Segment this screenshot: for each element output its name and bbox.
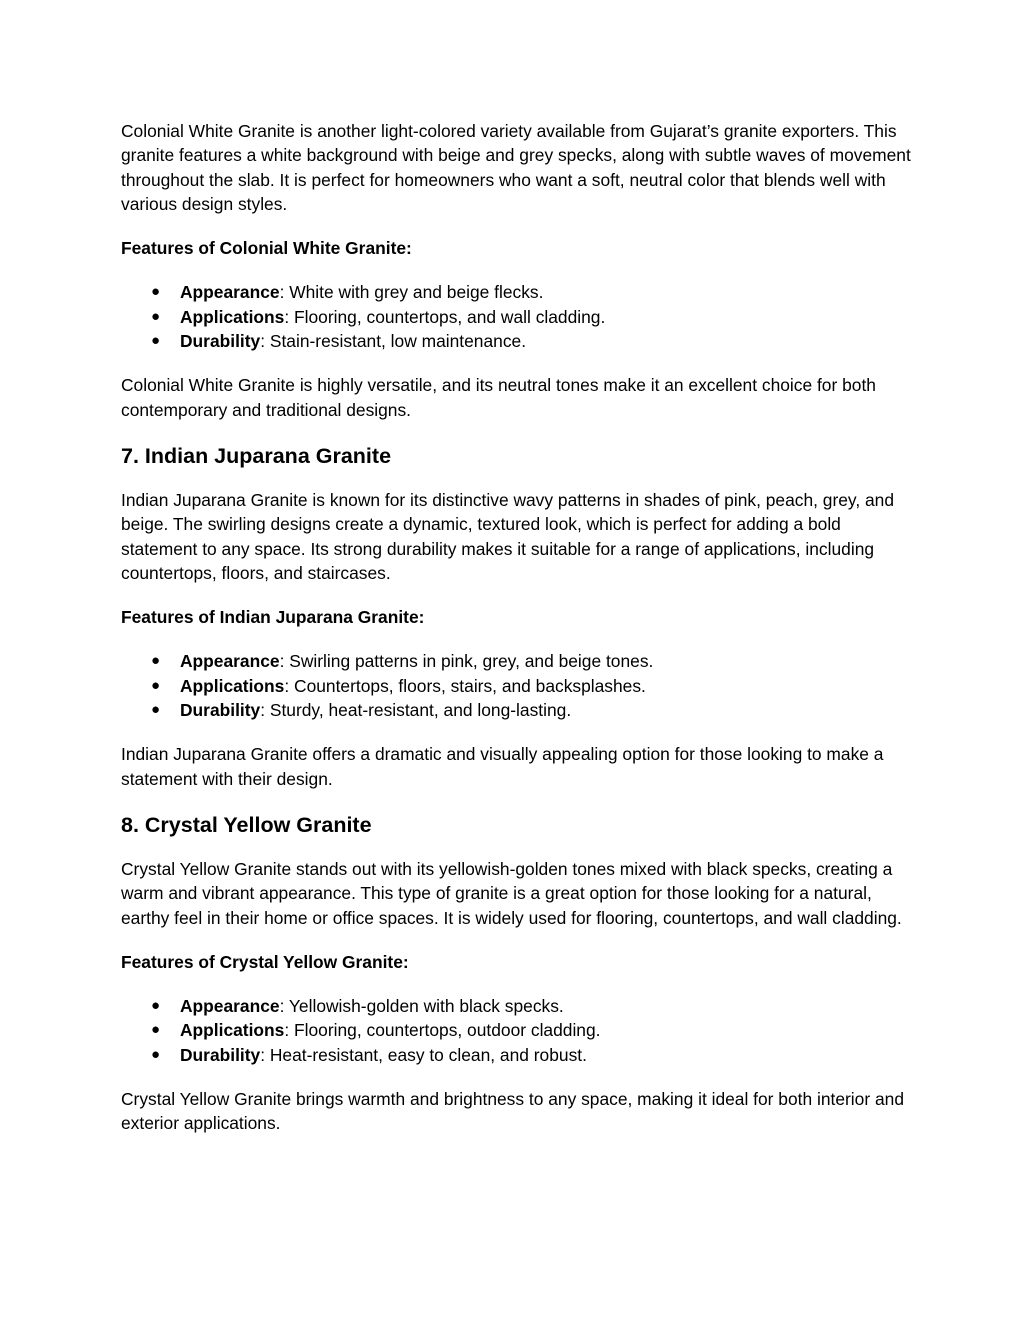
bullet-icon: ● [151,307,161,325]
crystal-yellow-closing: Crystal Yellow Granite brings warmth and brightness to any space, making it ideal for both interior and exterior applications. [121,1089,904,1134]
list-item [121,698,911,722]
feature-text: : Heat-resistant, easy to clean, and robust. [260,1044,587,1065]
list-item [121,1043,911,1067]
bullet-icon: ● [151,1021,161,1039]
list-item [121,674,911,698]
feature-text: : Stain-resistant, low maintenance. [260,331,527,352]
feature-text: : Flooring, countertops, outdoor cladding. [284,1020,601,1041]
list-item [121,305,911,329]
list-item [121,280,911,304]
bullet-icon: ● [151,332,161,350]
list-item [121,994,911,1018]
indian-juparana-features-title: Features of Indian Juparana Granite: [121,607,425,628]
colonial-white-features-title: Features of Colonial White Granite: [121,238,412,259]
crystal-yellow-paragraph: Crystal Yellow Granite stands out with its yellowish-golden tones mixed with black specks, creating a warm and vibrant appearance. This type of granite is a great option for those looking for a natural, earthy feel in their home or office spaces. It is widely used for flooring, countertops, and wall cladding. [121,858,902,928]
bullet-icon: ● [151,676,161,694]
feature-term: Appearance [180,996,280,1017]
feature-term: Appearance [180,651,280,672]
colonial-white-features-list [121,280,911,353]
feature-text: : Swirling patterns in pink, grey, and beige tones. [279,651,654,672]
indian-juparana-closing: Indian Juparana Granite offers a dramatic and visually appealing option for those looking to make a statement with their design. [121,744,884,789]
feature-term: Applications [180,1020,285,1041]
feature-term: Durability [180,700,261,721]
feature-term: Appearance [180,282,280,303]
list-item [121,649,911,673]
colonial-white-paragraph: Colonial White Granite is another light-colored variety available from Gujarat’s granite exporters. This granite features a white background with beige and grey specks, along with subtle waves of movement throughout the slab. It is perfect for homeowners who want a soft, neutral color that blends well with various design styles. [121,121,911,214]
feature-text: : Yellowish-golden with black specks. [279,996,564,1017]
indian-juparana-features-list [121,649,911,722]
bullet-icon: ● [151,652,161,670]
crystal-yellow-features-title: Features of Crystal Yellow Granite: [121,951,409,972]
feature-term: Durability [180,1044,261,1065]
bullet-icon: ● [151,701,161,719]
list-item [121,329,911,353]
crystal-yellow-features-list [121,994,911,1067]
feature-text: : Flooring, countertops, and wall cladding. [284,306,606,327]
list-item [121,1018,911,1042]
section-heading-indian-juparana: 7. Indian Juparana Granite [121,443,392,468]
bullet-icon: ● [151,1045,161,1063]
feature-term: Applications [180,675,285,696]
feature-text: : Sturdy, heat-resistant, and long-lasting. [260,700,572,721]
bullet-icon: ● [151,997,161,1015]
feature-term: Applications [180,306,285,327]
feature-text: : Countertops, floors, stairs, and backsplashes. [284,675,646,696]
feature-term: Durability [180,331,261,352]
colonial-white-closing: Colonial White Granite is highly versatile, and its neutral tones make it an excellent choice for both contemporary and traditional designs. [121,375,876,420]
document-page [121,119,911,1136]
bullet-icon: ● [151,283,161,301]
feature-text: : White with grey and beige flecks. [279,282,544,303]
section-heading-crystal-yellow: 8. Crystal Yellow Granite [121,812,372,837]
indian-juparana-paragraph: Indian Juparana Granite is known for its distinctive wavy patterns in shades of pink, peach, grey, and beige. The swirling designs create a dynamic, textured look, which is perfect for adding a bold statement to any space. Its strong durability makes it suitable for a range of applications, including countertops, floors, and staircases. [121,489,895,583]
